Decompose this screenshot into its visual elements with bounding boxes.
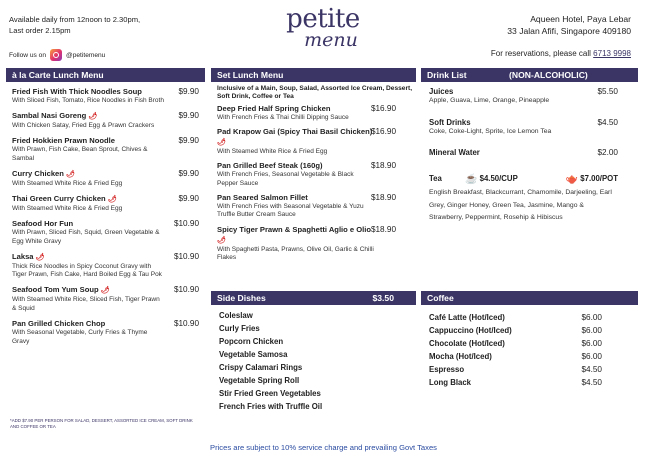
drink-desc: Coke, Coke-Light, Sprite, Ice Lemon Tea	[429, 127, 552, 135]
drink-items	[421, 87, 638, 158]
side-dish-item: Coleslaw	[219, 311, 253, 320]
menu-item-name	[12, 285, 165, 296]
set-lunch-title: Set Lunch Menu	[217, 70, 284, 80]
menu-item-desc: With Steamed White Rice, Sliced Fish, Tiger Prawn & Squid	[12, 296, 160, 313]
side-dish-item: Stir Fried Green Vegetables	[219, 389, 321, 398]
drink-item	[421, 87, 638, 106]
reservation-line	[491, 49, 631, 58]
menu-item-desc: With Prawn, Sliced Fish, Squid, Green Vegetable & Egg White Gravy	[12, 229, 160, 245]
drink-list-section	[421, 68, 638, 224]
drink-price: $4.50	[597, 117, 618, 127]
tea-pot-group	[566, 172, 618, 186]
set-lunch-header	[211, 68, 416, 82]
menu-item	[211, 127, 416, 157]
menu-item-name-text: Sambal Nasi Goreng	[12, 111, 87, 121]
chili-icon: 🌶	[88, 113, 98, 121]
menu-item-name-text: Seafood Tom Yum Soup	[12, 285, 99, 295]
menu-item-name-text: Deep Fried Half Spring Chicken	[217, 104, 331, 113]
side-dish-item: Vegetable Samosa	[219, 350, 288, 359]
menu-item-desc: With Spaghetti Pasta, Prawns, Olive Oil, Garlic & Chilli Flakes	[217, 245, 374, 262]
menu-item-desc: With Prawn, Fish Cake, Bean Sprout, Chives & Sambal	[12, 146, 148, 162]
coffee-item	[421, 337, 638, 350]
menu-item-price: $10.90	[173, 219, 199, 229]
menu-item-desc: With Sliced Fish, Tomato, Rice Noodles in Fish Broth	[12, 97, 164, 104]
side-dish-item: French Fries with Truffle Oil	[219, 402, 323, 411]
menu-item-price: $16.90	[370, 104, 396, 113]
side-dish-item: Curly Fries	[219, 324, 260, 333]
menu-item-name-text: Pad Krapow Gai (Spicy Thai Basil Chicken)	[217, 127, 373, 137]
menu-item-name	[12, 87, 165, 97]
menu-item-price: $10.90	[173, 251, 199, 261]
availability-text: Available daily from 12noon to 2.30pm,	[9, 15, 141, 24]
ala-carte-note: *ADD $7.90 PER PERSON FOR SALAD, DESSERT, ASSORTED ICE CREAM, SOFT DRINK AND COFFEE OR TEA	[10, 418, 193, 429]
coffee-price: $6.00	[581, 339, 602, 348]
coffee-item	[421, 363, 638, 376]
menu-item-desc: With French Fries with Seasonal Vegetable & Yuzu Truffle Butter Cream Sauce	[217, 202, 364, 219]
menu-item-price: $10.90	[173, 285, 199, 295]
coffee-price: $4.50	[581, 378, 602, 387]
menu-item-name	[12, 169, 165, 180]
coffee-section	[421, 291, 638, 389]
menu-item-name	[12, 136, 165, 146]
set-lunch-section	[211, 68, 416, 267]
menu-item-name	[12, 194, 165, 205]
menu-item-price: $9.90	[178, 193, 199, 203]
side-dishes-price: $3.50	[372, 293, 394, 303]
coffee-item	[421, 311, 638, 324]
menu-item-name-text: Spicy Tiger Prawn & Spaghetti Aglio e Olio	[217, 224, 372, 234]
ala-carte-list	[6, 87, 205, 346]
coffee-name: Long Black	[429, 378, 472, 387]
menu-item	[6, 169, 205, 189]
menu-item-name-text: Pan Seared Salmon Fillet	[217, 192, 308, 202]
coffee-price: $4.50	[581, 365, 602, 374]
chili-icon: 🌶	[217, 139, 226, 147]
tea-cup-price: $4.50/CUP	[479, 174, 518, 184]
menu-item-desc: With Steamed White Rice & Fried Egg	[12, 204, 123, 212]
hotel-street: 33 Jalan Afifi, Singapore 409180	[507, 26, 631, 36]
ala-carte-title: à la Carte Lunch Menu	[12, 70, 104, 80]
menu-item-name	[12, 252, 165, 263]
menu-item-name-text: Thai Green Curry Chicken	[12, 193, 106, 203]
menu-item	[211, 161, 416, 188]
menu-item-price: $16.90	[370, 127, 396, 137]
menu-item-price: $18.90	[370, 224, 396, 234]
side-dish-item: Vegetable Spring Roll	[219, 376, 300, 385]
side-dishes-title: Side Dishes	[217, 293, 266, 303]
coffee-item	[421, 324, 638, 337]
drink-name: Mineral Water	[429, 148, 480, 158]
menu-item	[211, 104, 416, 123]
side-dishes-list	[211, 309, 416, 413]
coffee-name: Chocolate (Hot/Iced)	[429, 339, 505, 348]
menu-item-name	[12, 319, 165, 329]
side-dish-item: Popcorn Chicken	[219, 337, 284, 346]
side-dishes-section	[211, 291, 416, 413]
ala-carte-section	[6, 68, 205, 352]
menu-item	[6, 111, 205, 131]
ala-carte-header	[6, 68, 205, 82]
teapot-icon: 🫖	[565, 174, 579, 186]
brand-logo	[278, 6, 368, 49]
menu-item-desc: With Steamed White Rice & Fried Egg	[12, 179, 123, 187]
coffee-title: Coffee	[427, 293, 454, 303]
tea-varieties: English Breakfast, Blackcurrant, Chamomile, Darjeeling, Earl Grey, Ginger Honey, Green Tea, Jasmine, Mango & Strawberry, Peppermint, Rosehip & Hibiscus	[429, 189, 612, 221]
reservation-text: For reservations, please call	[490, 49, 591, 58]
coffee-name: Mocha (Hot/Iced)	[429, 352, 492, 361]
instagram-icon	[50, 49, 62, 61]
logo-line-2: menu	[304, 29, 358, 51]
chili-icon: 🌶	[66, 170, 75, 178]
side-dish-item: Crispy Calamari Rings	[219, 363, 303, 372]
drink-price: $5.50	[597, 87, 618, 96]
menu-item-name	[217, 127, 376, 148]
logo-line-1: petite	[286, 4, 360, 34]
menu-item-name	[12, 111, 165, 122]
menu-item-name-text: Pan Grilled Beef Steak (160g)	[217, 161, 323, 171]
coffee-name: Cappuccino (Hot/Iced)	[429, 326, 512, 335]
menu-item-price: $9.90	[178, 136, 199, 146]
menu-item	[6, 285, 205, 313]
menu-item-price: $9.90	[178, 111, 199, 121]
coffee-name: Café Latte (Hot/Iced)	[429, 313, 505, 322]
price-disclaimer: Prices are subject to 10% service charge and prevailing Govt Taxes	[210, 443, 437, 452]
menu-item-price: $9.90	[178, 87, 199, 96]
menu-item-name-text: Fried Hokkien Prawn Noodle	[12, 136, 115, 146]
drink-desc: Apple, Guava, Lime, Orange, Pineapple	[429, 97, 550, 104]
menu-item-name	[217, 161, 376, 171]
drink-price: $2.00	[597, 148, 618, 158]
chili-icon: 🌶	[217, 236, 226, 244]
chili-icon: 🌶	[100, 287, 110, 295]
drink-name: Juices	[429, 87, 454, 96]
coffee-item	[421, 350, 638, 363]
menu-item-price: $10.90	[173, 319, 199, 329]
menu-item-name-text: Pan Grilled Chicken Chop	[12, 319, 106, 329]
coffee-price: $6.00	[581, 326, 602, 335]
menu-item-name	[12, 219, 165, 229]
tea-row	[421, 172, 638, 185]
menu-item	[211, 193, 416, 220]
chili-icon: 🌶	[107, 195, 117, 203]
follow-label: Follow us on	[9, 51, 47, 59]
menu-item	[6, 136, 205, 163]
coffee-price: $6.00	[581, 352, 602, 361]
drink-item	[421, 148, 638, 158]
coffee-name: Espresso	[429, 365, 465, 374]
coffee-header	[421, 291, 638, 305]
tea-label: Tea	[429, 174, 442, 184]
menu-item-name	[217, 193, 376, 203]
set-lunch-list	[211, 104, 416, 263]
menu-item-desc: With Steamed White Rice & Fried Egg	[217, 148, 328, 156]
menu-item-price: $18.90	[370, 192, 396, 202]
menu-item-name-text: Curry Chicken	[12, 168, 64, 178]
drink-list-subtitle: (NON-ALCOHOLIC)	[509, 70, 588, 80]
set-lunch-includes: Inclusive of a Main, Soup, Salad, Assorted Ice Cream, Dessert, Soft Drink, Coffee or Tea	[217, 85, 413, 100]
menu-item-desc: Thick Rice Noodles in Spicy Coconut Gravy with Tiger Prawn, Fish Cake, Hard Boiled Egg & Tau Pok	[12, 262, 162, 279]
menu-item	[6, 252, 205, 280]
menu-item-desc: With Chicken Satay, Fried Egg & Prawn Crackers	[12, 122, 155, 130]
coffee-list	[421, 311, 638, 389]
tea-pot-price: $7.00/POT	[580, 174, 618, 184]
menu-item-name-text: Seafood Hor Fun	[12, 219, 74, 229]
side-dishes-header	[211, 291, 416, 305]
last-order-text: Last order 2.15pm	[9, 26, 71, 35]
menu-item-price: $18.90	[370, 161, 396, 171]
instagram-handle[interactable]: @petitemenu	[66, 51, 106, 59]
reservation-phone[interactable]: 6713 9998	[593, 49, 631, 58]
menu-item-name-text: Laksa	[12, 251, 34, 261]
chili-icon: 🌶	[35, 253, 45, 261]
tea-cup-group	[465, 172, 518, 186]
hotel-name: Aqueen Hotel, Paya Lebar	[530, 14, 631, 24]
social-follow	[9, 49, 105, 61]
drink-item	[421, 118, 638, 137]
coffee-price: $6.00	[581, 313, 602, 322]
availability-block	[9, 14, 140, 36]
hotel-address	[507, 13, 631, 37]
drink-list-title: Drink List	[427, 70, 467, 80]
menu-item-desc: With Seasonal Vegetable, Curly Fries & Thyme Gravy	[12, 329, 148, 345]
coffee-item	[421, 376, 638, 389]
menu-item-name	[217, 104, 376, 114]
menu-item-name-text: Fried Fish With Thick Noodles Soup	[12, 87, 142, 96]
menu-item-name	[217, 225, 376, 246]
menu-item	[211, 225, 416, 263]
menu-item	[6, 87, 205, 106]
menu-item	[6, 194, 205, 214]
menu-item-desc: With French Fries & Thai Chilli Dipping Sauce	[217, 114, 349, 121]
menu-item-desc: With French Fries, Seasonal Vegetable & Black Pepper Sauce	[217, 171, 354, 187]
drink-list-header	[421, 68, 638, 82]
menu-item	[6, 319, 205, 346]
drink-name: Soft Drinks	[429, 117, 471, 127]
menu-item	[6, 219, 205, 246]
menu-item-price: $9.90	[178, 168, 199, 178]
teacup-icon: ☕	[465, 174, 478, 186]
